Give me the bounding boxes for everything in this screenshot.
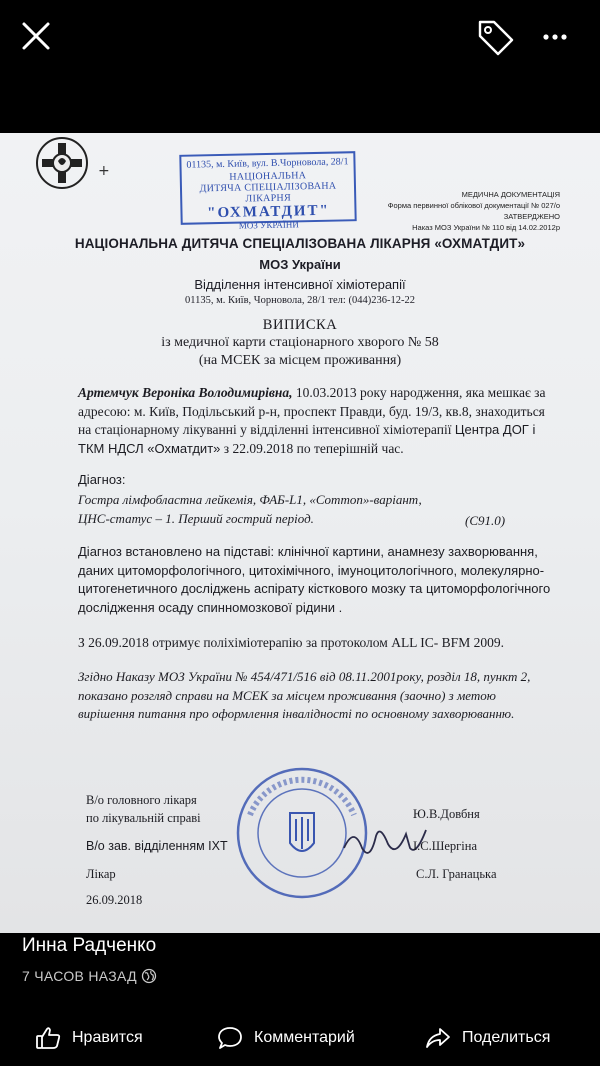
patient-paragraph [78,384,548,458]
close-icon[interactable] [18,18,54,54]
department-name: Відділення інтенсивної хіміотерапії [194,277,406,292]
hospital-stamp [179,151,356,231]
post-author[interactable]: Инна Радченко [22,935,157,956]
icd-code: (C91.0) [465,513,506,528]
like-button[interactable] [34,1018,143,1058]
medical-doc-header [388,189,560,233]
center-name: Центра ДОГ і ТКМ НДСЛ «Охматдит» [78,422,536,456]
med-doc-line: Форма первинної облікової документації № 027/о [387,201,560,210]
tag-icon[interactable] [474,16,518,56]
stamp-address: 01135, м. Київ, вул. В.Чорновола, 28/1 [186,156,349,171]
post-time [22,968,157,984]
signer-role: Лікар [86,867,116,881]
document-date: 26.09.2018 [86,893,143,907]
plus-sign: + [98,163,110,179]
post-photo[interactable] [0,133,600,933]
viewer-toolbar [0,0,600,80]
stamp-ministry: МОЗ УКРАЇНИ [238,219,299,231]
share-label: Поделиться [462,1029,551,1046]
comment-label: Комментарий [254,1029,355,1046]
patient-details: 10.03.2013 року народження, яка мешкає за адресою: м. Київ, Подільський р-н, проспект Правди, буд. 19/3, кв.8, знаходиться на стаціонарному лікуванні у відділенні інтенсивної хіміотерапії [78,385,546,437]
more-icon[interactable] [538,22,578,52]
thumbs-up-icon [34,1024,62,1052]
treatment-text: З 26.09.2018 отримує поліхіміотерапію за протоколом ALL IC- BFM 2009. [78,635,504,650]
ministry-name: МОЗ України [259,257,341,272]
signer-name: Ю.В.Довбня [413,807,480,821]
signer-role: по лікувальній справі [86,811,201,825]
post-actions [0,1018,600,1058]
medical-document [0,133,600,933]
document-subtitle: із медичної карти стаціонарного хворого № 58 [161,335,439,350]
diagnosis-basis: Діагноз встановлено на підставі: клінічної картини, анамнезу захворювання, даних цитоморфологічного, цитохімічного, імуноцитологічного, молекулярно-цитогенетичного досліджень аспірату кісткового мозку та цитоморфологічного дослідження осаду спинномозкової рідини . [78,544,551,615]
signer-role: В/о головного лікаря [86,793,197,807]
share-icon [424,1024,452,1052]
signer-role: В/о зав. відділенням ІХТ [86,839,228,853]
stay-period: з 22.09.2018 по теперішній час. [220,440,404,456]
diagnosis-line: Гостра лімфобластна лейкемія, ФАБ-L1, «Common»-варіант, [78,492,422,507]
med-doc-line: ЗАТВЕРДЖЕНО [503,212,560,221]
diagnosis-label: Діагноз: [78,472,126,487]
document-title: ВИПИСКА [262,317,338,333]
post-time-text: 7 ЧАСОВ НАЗАД [22,968,137,984]
hospital-name: НАЦІОНАЛЬНА ДИТЯЧА СПЕЦІАЛІЗОВАНА ЛІКАРНЯ «ОХМАТДИТ» [74,236,526,251]
patient-name: Артемчук Вероніка Володимирівна, [78,385,293,400]
comment-icon [216,1024,244,1052]
like-label: Нравится [72,1029,143,1046]
med-doc-line: МЕДИЧНА ДОКУМЕНТАЦІЯ [461,190,560,199]
comment-button[interactable] [216,1018,355,1058]
stamp-line1: НАЦІОНАЛЬНА [229,170,307,183]
globe-icon [141,968,157,984]
hospital-emblem-icon [34,135,90,191]
stamp-name: "ОХМАТДИТ" [206,202,331,222]
document-subtitle-note: (на МСЕК за місцем проживання) [198,353,402,368]
signer-name: С.Л. Гранацька [416,867,497,881]
signer-name: І.С.Шергіна [413,839,477,853]
diagnosis-line: ЦНС-статус – 1. Перший гострий період. [78,511,314,526]
stamp-line2: ДИТЯЧА СПЕЦІАЛІЗОВАНА ЛІКАРНЯ [199,180,337,205]
med-doc-line: Наказ МОЗ України № 110 від 14.02.2012р [412,223,560,232]
order-text: Згідно Наказу МОЗ України № 454/471/516 від 08.11.2001року, розділ 18, пункт 2, показано розгляд справи на МСЕК за місцем проживання (заочно) з метою вирішення питання про оформлення інвалідності по основному захворюванню. [78,669,531,721]
hospital-address: 01135, м. Київ, Чорновола, 28/1 тел: (044)236-12-22 [185,295,415,306]
share-button[interactable] [424,1018,550,1058]
